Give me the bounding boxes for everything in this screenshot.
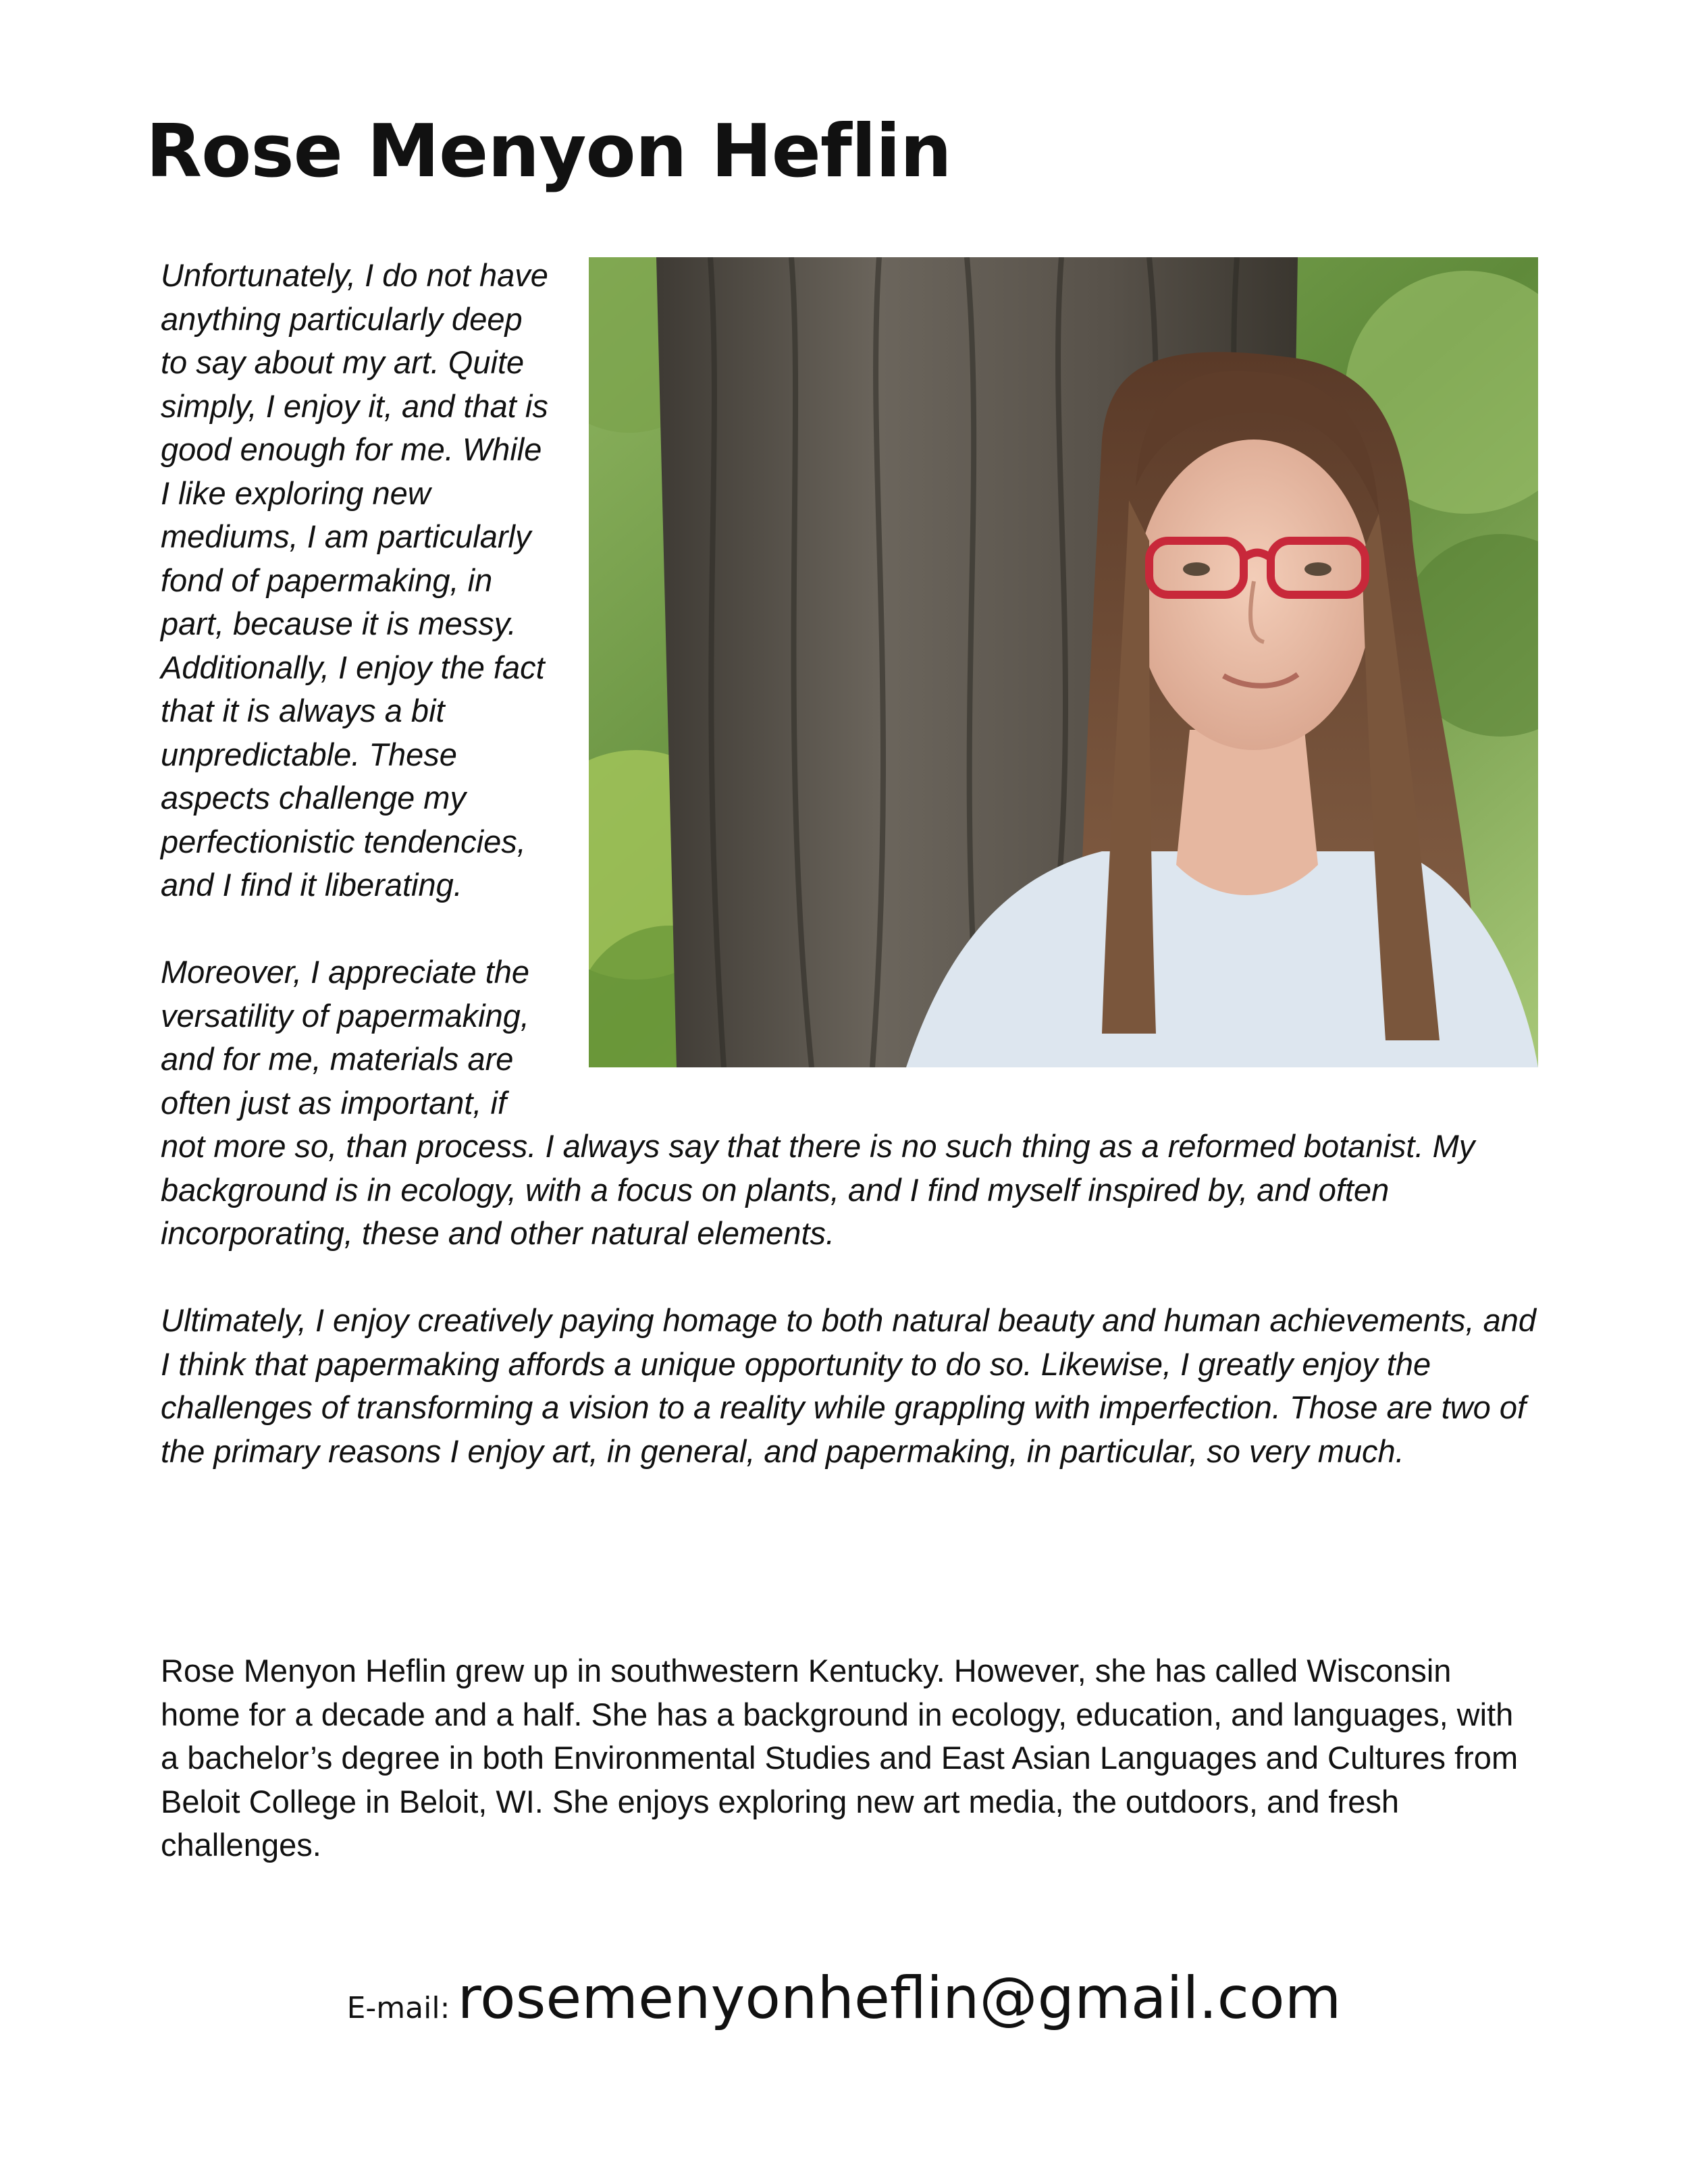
email-address: rosemenyonheflin@gmail.com — [457, 1965, 1342, 2032]
artist-bio: Rose Menyon Heflin grew up in southwestern Kentucky. However, she has called Wisconsin home for a decade and a half. She has a background in ecology, education, and languages, with a bachelor’s degree in both Environmental Studies and East Asian Languages and Cultures from Beloit College in Beloit, WI. She enjoys exploring new art media, the outdoors, and fresh challenges. — [161, 1653, 1519, 1863]
statement-paragraph: Ultimately, I enjoy creatively paying homage to both natural beauty and human achievements, and I think that papermaking affords a unique opportunity to do so. Likewise, I greatly enjoy the challenges of transforming a vision to a reality while grappling with imperfection. Those are two of the primary reasons I enjoy art, in general, and papermaking, in particular, so very much. — [161, 1302, 1536, 1469]
statement-paragraph: Moreover, I appreciate the versatility of papermaking, and for me, materials are often just as important, if not more so, than process. I always say that there is no such thing as a reformed botanist. My background is in ecology, with a focus on plants, and I find myself inspired by, and often incorporating, these and other natural elements. — [161, 954, 1475, 1251]
statement-paragraph: Unfortunately, I do not have anything particularly deep to say about my art. Quite simply, I enjoy it, and that is good enough for me. While I like exploring new mediums, I am particularly fond of papermaking, in part, because it is messy. Additionally, I enjoy the fact that it is always a bit unpredictable. These aspects challenge my perfectionistic tendencies, and I find it liberating. — [161, 257, 548, 903]
page-title: Rose Menyon Heflin — [146, 109, 951, 194]
contact-line — [0, 1965, 1688, 2032]
artist-statement — [161, 254, 1538, 1473]
artist-portrait-photo — [589, 257, 1538, 1067]
email-label: E-mail: — [346, 1991, 450, 2025]
